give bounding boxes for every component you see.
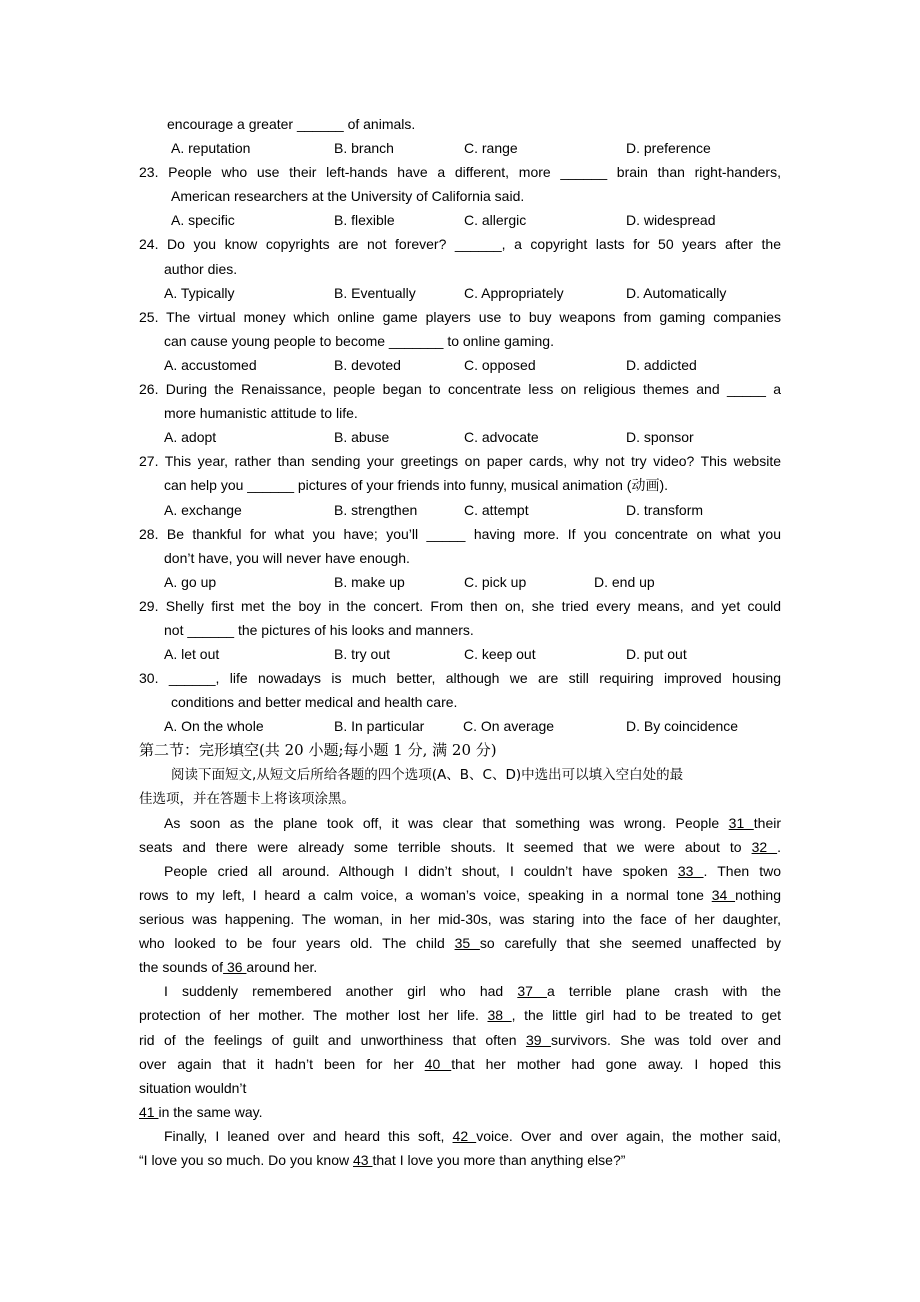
- q24-stem: 24. Do you know copyrights are not forever? ______, a copyright lasts for 50 years after the: [139, 236, 781, 253]
- section-heading: 第二节：完形填空(共 20 小题;每小题 1 分, 满 20 分): [139, 741, 497, 760]
- q24-stem-cont: author dies.: [164, 260, 238, 277]
- blank-32: 32: [751, 838, 778, 855]
- passage-text: over again that it hadn’t been for her: [139, 1055, 414, 1072]
- q22-stem-cont: encourage a greater ______ of animals.: [167, 116, 416, 132]
- blank-39: 39: [525, 1031, 551, 1048]
- q25-option-b: B. devoted: [334, 356, 401, 373]
- blank-37: 37: [517, 983, 548, 1000]
- section-instructions-cont: 佳选项，并在答题卡上将该项涂黑。: [139, 790, 355, 807]
- passage-line: [139, 955, 781, 979]
- q27-options: [139, 498, 781, 522]
- passage-line: [139, 1003, 781, 1027]
- q27-option-b: B. strengthen: [334, 501, 418, 518]
- passage-text: I suddenly remembered another girl who had: [164, 983, 504, 1000]
- passage-text: that her mother had gone away. I hoped this: [451, 1055, 781, 1072]
- q23-option-c: C. allergic: [464, 212, 527, 229]
- q26-options: [139, 425, 781, 449]
- blank-34: 34: [711, 887, 736, 903]
- q24-option-a: A. Typically: [164, 284, 235, 301]
- q23-option-d: D. widespread: [626, 212, 716, 229]
- q29-option-c: C. keep out: [464, 646, 536, 663]
- q26-option-b: B. abuse: [334, 429, 390, 446]
- passage-text: protection of her mother. The mother lost her life.: [139, 1007, 479, 1024]
- q25-option-c: C. opposed: [464, 356, 536, 373]
- blank-43: 43: [353, 1152, 373, 1169]
- q24-option-d: D. Automatically: [626, 284, 727, 301]
- q24-options: [139, 281, 781, 305]
- passage-text: so carefully that she seemed unaffected by: [479, 935, 781, 952]
- passage-text: “I love you so much. Do you know: [139, 1152, 350, 1169]
- blank-31: 31: [728, 814, 754, 831]
- q28-stem: 28. Be thankful for what you have; you’ll _____ having more. If you concentrate on what you: [139, 525, 781, 542]
- q22-option-b: B. branch: [334, 140, 394, 157]
- passage-line: [139, 859, 781, 883]
- q24-option-c: C. Appropriately: [464, 284, 564, 301]
- passage-text: .: [777, 838, 781, 855]
- passage-line: [139, 835, 781, 859]
- q29-stem-cont: not ______ the pictures of his looks and manners.: [164, 621, 474, 638]
- q23-option-b: B. flexible: [334, 212, 395, 229]
- passage-line: serious was happening. The woman, in her mid-30s, was staring into the face of her daughter,: [139, 911, 781, 928]
- exam-page: [139, 112, 781, 1172]
- q27-stem-cont: can help you ______ pictures of your friends into funny, musical animation (动画).: [164, 477, 668, 494]
- q28-stem-cont: don’t have, you will never have enough.: [164, 549, 410, 566]
- q22-option-c: C. range: [464, 140, 518, 157]
- q28-option-c: C. pick up: [464, 573, 527, 590]
- passage-line: [139, 1052, 781, 1076]
- passage-line: [139, 1028, 781, 1052]
- q30-option-d: D. By coincidence: [626, 718, 739, 735]
- blank-38: 38: [487, 1007, 512, 1024]
- blank-42: 42: [452, 1127, 477, 1144]
- q26-option-c: C. advocate: [464, 429, 539, 446]
- passage-text: their: [753, 814, 781, 831]
- passage-text: Finally, I leaned over and heard this soft,: [164, 1127, 445, 1144]
- q27-option-a: A. exchange: [164, 501, 242, 518]
- q22-option-a: A. reputation: [171, 140, 251, 157]
- q25-stem: 25. The virtual money which online game players use to buy weapons from gaming companies: [139, 308, 781, 325]
- passage-text: seats and there were already some terrible shouts. It seemed that we were about to: [139, 838, 742, 855]
- passage-line: [139, 1100, 781, 1124]
- q23-options: [139, 208, 781, 232]
- blank-40: 40: [424, 1055, 452, 1072]
- passage-text: As soon as the plane took off, it was clear that something was wrong. People: [164, 814, 720, 831]
- q26-option-a: A. adopt: [164, 429, 217, 446]
- passage-text: rows to my left, I heard a calm voice, a woman’s voice, speaking in a normal tone: [139, 887, 704, 903]
- q23-option-a: A. specific: [171, 212, 235, 229]
- q30-stem-cont: conditions and better medical and health care.: [171, 694, 458, 711]
- q23-stem: 23. People who use their left-hands have a different, more ______ brain than right-handers,: [139, 164, 781, 181]
- q23-stem-cont: American researchers at the University of California said.: [171, 188, 525, 205]
- q29-option-d: D. put out: [626, 646, 687, 663]
- passage-line: situation wouldn’t: [139, 1079, 247, 1096]
- q29-stem: 29. Shelly first met the boy in the concert. From then on, she tried every means, and yet could: [139, 597, 781, 614]
- q29-options: [139, 642, 781, 666]
- q30-option-a: A. On the whole: [164, 718, 264, 735]
- passage-line: [139, 883, 781, 907]
- passage-text: . Then two: [703, 862, 781, 879]
- q27-option-c: C. attempt: [464, 501, 529, 518]
- q28-option-a: A. go up: [164, 573, 217, 590]
- q30-option-b: B. In particular: [334, 718, 425, 735]
- q28-option-b: B. make up: [334, 573, 405, 590]
- blank-33: 33: [677, 862, 704, 879]
- q24-option-b: B. Eventually: [334, 284, 416, 301]
- q30-stem: 30. ______, life nowadays is much better, although we are still requiring improved housing: [139, 670, 781, 687]
- q30-option-c: C. On average: [463, 718, 555, 735]
- passage-text: in the same way.: [158, 1103, 263, 1120]
- passage-text: rid of the feelings of guilt and unworthiness that often: [139, 1031, 517, 1048]
- section-instructions: 阅读下面短文,从短文后所给各题的四个选项(A、B、C、D)中选出可以填入空白处的最: [171, 766, 684, 783]
- q27-stem: 27. This year, rather than sending your greetings on paper cards, why not try video? This website: [139, 453, 781, 470]
- q29-option-a: A. let out: [164, 646, 220, 663]
- q22-option-d: D. preference: [626, 140, 711, 157]
- q28-option-d: D. end up: [594, 573, 655, 590]
- passage-line: [139, 811, 781, 835]
- passage-text: survivors. She was told over and: [550, 1031, 781, 1048]
- q25-option-a: A. accustomed: [164, 356, 257, 373]
- q28-options: [139, 570, 781, 594]
- q22-options: [139, 136, 781, 160]
- q25-options: [139, 353, 781, 377]
- passage-line: [139, 1124, 781, 1148]
- q26-stem: 26. During the Renaissance, people began to concentrate less on religious themes and _____ a: [139, 381, 781, 398]
- blank-41: 41: [139, 1103, 159, 1120]
- q25-stem-cont: can cause young people to become _______ to online gaming.: [164, 332, 554, 349]
- q29-option-b: B. try out: [334, 646, 391, 663]
- passage-text: nothing: [735, 887, 781, 903]
- passage-text: , the little girl had to be treated to get: [511, 1007, 781, 1024]
- passage-line: [139, 931, 781, 955]
- q25-option-d: D. addicted: [626, 356, 697, 373]
- passage-text: voice. Over and over again, the mother said,: [476, 1127, 781, 1144]
- q26-option-d: D. sponsor: [626, 429, 694, 446]
- passage-line: [139, 979, 781, 1003]
- passage-text: the sounds of: [139, 959, 224, 976]
- blank-35: 35: [454, 935, 480, 952]
- blank-36: 36: [223, 959, 247, 976]
- passage-text: that I love you more than anything else?”: [372, 1152, 626, 1169]
- passage-text: around her.: [246, 959, 318, 976]
- q27-option-d: D. transform: [626, 501, 704, 518]
- q30-options: [139, 714, 781, 738]
- q26-stem-cont: more humanistic attitude to life.: [164, 405, 358, 422]
- passage-text: who looked to be four years old. The child: [139, 935, 445, 952]
- passage-line: [139, 1148, 781, 1172]
- passage-text: a terrible plane crash with the: [547, 983, 781, 1000]
- passage-text: People cried all around. Although I didn’t shout, I couldn’t have spoken: [164, 862, 668, 879]
